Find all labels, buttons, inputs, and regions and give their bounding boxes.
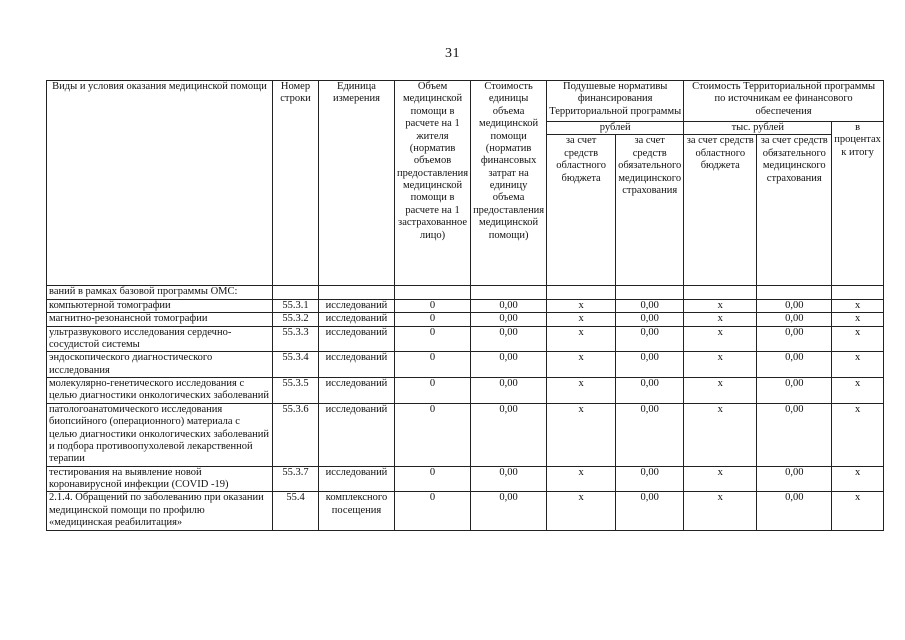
cell-volume: 0 xyxy=(395,326,471,352)
cell-unit: комплексного посещения xyxy=(319,492,395,530)
table-row xyxy=(47,403,884,466)
header-per-capita-group: Подушевые нормативы финансирования Территориальной программы xyxy=(547,81,684,122)
cell-row-number: 55.3.1 xyxy=(273,299,319,312)
cell-row-number: 55.3.2 xyxy=(273,313,319,326)
cell-name: магнитно-резонансной томографии xyxy=(47,313,273,326)
cell-row-number: 55.3.7 xyxy=(273,466,319,492)
cell-per-capita-insurance: 0,00 xyxy=(616,403,684,466)
cell-name: тестирования на выявление новой коронавирусной инфекции (COVID -19) xyxy=(47,466,273,492)
table-row xyxy=(47,313,884,326)
cell-cost: 0,00 xyxy=(471,299,547,312)
cell-row-number: 55.3.5 xyxy=(273,378,319,404)
cell-percent: х xyxy=(832,492,884,530)
cell-cost-insurance: 0,00 xyxy=(757,466,832,492)
cell-cost-regional: х xyxy=(684,403,757,466)
cell-volume: 0 xyxy=(395,466,471,492)
cell-row-number: 55.3.4 xyxy=(273,352,319,378)
cell-cost-regional: х xyxy=(684,378,757,404)
cell-per-capita-regional: х xyxy=(547,403,616,466)
table-row xyxy=(47,299,884,312)
header-kind: Виды и условия оказания медицинской помощи xyxy=(47,81,273,286)
cell-row-number: 55.4 xyxy=(273,492,319,530)
cell-per-capita-regional: х xyxy=(547,492,616,530)
cell-percent: х xyxy=(832,466,884,492)
cell-cost-regional: х xyxy=(684,352,757,378)
cell-cost-insurance: 0,00 xyxy=(757,378,832,404)
header-cost: Стоимость единицы объема медицинской помощи (норматив финансовых затрат на единицу объема предоставления медицинской помощи) xyxy=(471,81,547,286)
cell-cost-regional: х xyxy=(684,326,757,352)
cell-per-capita-insurance: 0,00 xyxy=(616,326,684,352)
cell-cost: 0,00 xyxy=(471,313,547,326)
header-percent: в процентах к итогу xyxy=(832,122,884,286)
cell-cost-insurance: 0,00 xyxy=(757,326,832,352)
cell-cost: 0,00 xyxy=(471,378,547,404)
cell-name: компьютерной томографии xyxy=(47,299,273,312)
cell-percent: х xyxy=(832,352,884,378)
cell-percent: х xyxy=(832,299,884,312)
cell-volume: 0 xyxy=(395,352,471,378)
cell-per-capita-regional: х xyxy=(547,466,616,492)
header-cost-unit: тыс. рублей xyxy=(684,122,832,135)
cell-per-capita-insurance: 0,00 xyxy=(616,299,684,312)
cell-cost: 0,00 xyxy=(471,466,547,492)
header-unit: Единица измерения xyxy=(319,81,395,286)
cell-per-capita-insurance: 0,00 xyxy=(616,466,684,492)
cell-per-capita-insurance: 0,00 xyxy=(616,492,684,530)
cell-percent: х xyxy=(832,378,884,404)
cell-cost-regional: х xyxy=(684,492,757,530)
cell-row-number: 55.3.3 xyxy=(273,326,319,352)
section-row xyxy=(47,286,884,299)
cell-percent: х xyxy=(832,326,884,352)
cell-name: эндоскопического диагностического исследования xyxy=(47,352,273,378)
cell-per-capita-insurance: 0,00 xyxy=(616,352,684,378)
section-label: ваний в рамках базовой программы ОМС: xyxy=(47,286,273,299)
cell-row-number: 55.3.6 xyxy=(273,403,319,466)
table-row xyxy=(47,378,884,404)
header-per-capita-regional: за счет средств областного бюджета xyxy=(547,135,616,286)
header-cost-regional: за счет средств областного бюджета xyxy=(684,135,757,286)
cell-volume: 0 xyxy=(395,313,471,326)
cell-volume: 0 xyxy=(395,403,471,466)
table-row xyxy=(47,352,884,378)
cell-cost-regional: х xyxy=(684,313,757,326)
table-body xyxy=(47,299,884,530)
cell-per-capita-regional: х xyxy=(547,352,616,378)
cell-name: 2.1.4. Обращений по заболеванию при оказании медицинской помощи по профилю «медицинская реабилитация» xyxy=(47,492,273,530)
header-cost-insurance: за счет средств обязательного медицинского страхования xyxy=(757,135,832,286)
header-row-number: Номер строки xyxy=(273,81,319,286)
cell-volume: 0 xyxy=(395,299,471,312)
cell-unit: исследований xyxy=(319,466,395,492)
header-per-capita-insurance: за счет средств обязательного медицинского страхования xyxy=(616,135,684,286)
cell-per-capita-regional: х xyxy=(547,326,616,352)
cell-unit: исследований xyxy=(319,326,395,352)
cell-per-capita-insurance: 0,00 xyxy=(616,378,684,404)
cell-percent: х xyxy=(832,403,884,466)
header-per-capita-unit: рублей xyxy=(547,122,684,135)
cell-volume: 0 xyxy=(395,492,471,530)
cell-cost-insurance: 0,00 xyxy=(757,299,832,312)
cell-per-capita-regional: х xyxy=(547,378,616,404)
cell-unit: исследований xyxy=(319,313,395,326)
cell-cost-insurance: 0,00 xyxy=(757,352,832,378)
table-row xyxy=(47,326,884,352)
cell-cost-regional: х xyxy=(684,299,757,312)
cell-cost-insurance: 0,00 xyxy=(757,313,832,326)
header-volume: Объем медицинской помощи в расчете на 1 жителя (норматив объемов предоставления медицинской помощи в расчете на 1 застрахованное лицо) xyxy=(395,81,471,286)
cell-unit: исследований xyxy=(319,378,395,404)
cell-name: ультразвукового исследования сердечно-сосудистой системы xyxy=(47,326,273,352)
cell-unit: исследований xyxy=(319,299,395,312)
cell-unit: исследований xyxy=(319,352,395,378)
cell-volume: 0 xyxy=(395,378,471,404)
cell-percent: х xyxy=(832,313,884,326)
cell-unit: исследований xyxy=(319,403,395,466)
cell-cost: 0,00 xyxy=(471,492,547,530)
cell-per-capita-insurance: 0,00 xyxy=(616,313,684,326)
cell-per-capita-regional: х xyxy=(547,299,616,312)
table-row xyxy=(47,466,884,492)
cell-cost: 0,00 xyxy=(471,403,547,466)
cell-cost-insurance: 0,00 xyxy=(757,403,832,466)
cell-per-capita-regional: х xyxy=(547,313,616,326)
cell-cost: 0,00 xyxy=(471,326,547,352)
header-cost-group: Стоимость Территориальной программы по источникам ее финансового обеспечения xyxy=(684,81,884,122)
cell-cost-regional: х xyxy=(684,466,757,492)
cell-name: молекулярно-генетического исследования с целью диагностики онкологических заболеваний xyxy=(47,378,273,404)
table-row xyxy=(47,492,884,530)
financing-table xyxy=(46,80,884,531)
cell-name: патологоанатомического исследования биопсийного (операционного) материала с целью диагностики онкологических заболеваний и подбора противоопухолевой лекарственной терапии xyxy=(47,403,273,466)
page-number: 31 xyxy=(445,46,460,61)
cell-cost: 0,00 xyxy=(471,352,547,378)
cell-cost-insurance: 0,00 xyxy=(757,492,832,530)
